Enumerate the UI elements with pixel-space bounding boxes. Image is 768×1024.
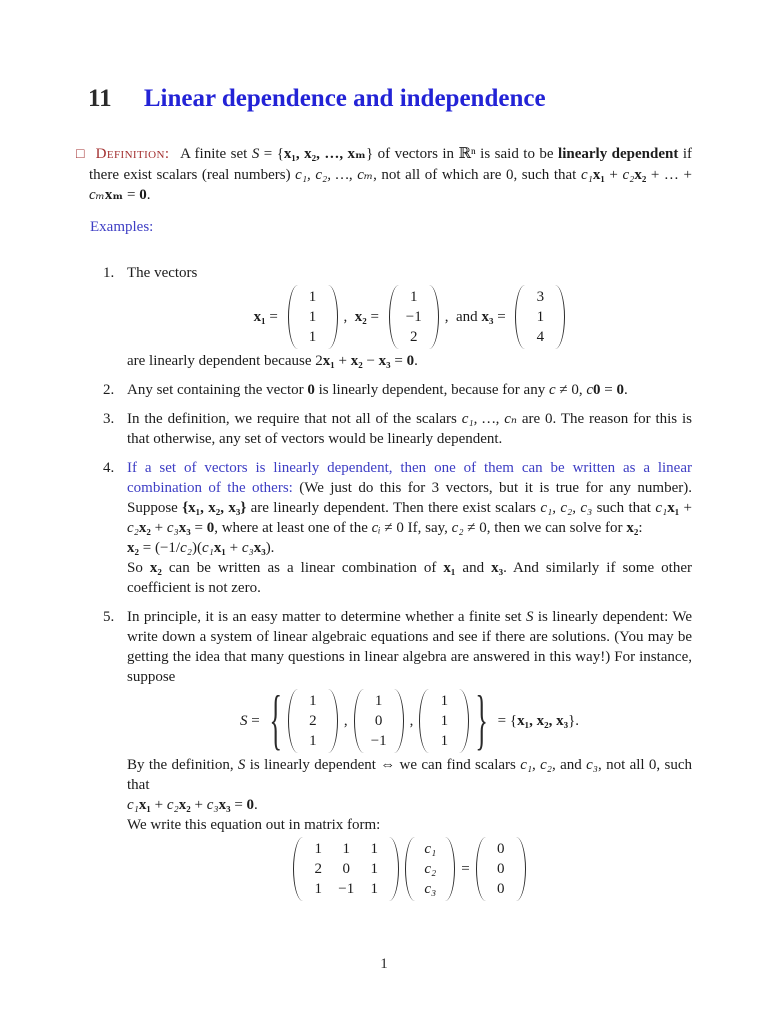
left-paren-icon xyxy=(476,837,486,901)
right-paren-icon xyxy=(459,689,469,753)
section-title-text: Linear dependence and independence xyxy=(143,85,546,112)
left-paren-icon xyxy=(288,689,298,753)
item-1-conclusion: are linearly dependent because 2x₁ + x₂ − x₃ = 0. xyxy=(127,353,418,369)
vector-2-label: , x₂ = xyxy=(343,309,383,325)
left-paren-icon xyxy=(419,689,429,753)
right-paren-icon xyxy=(328,285,338,349)
list-item-1-number: 1. xyxy=(103,265,115,281)
left-paren-icon xyxy=(293,837,303,901)
set-vector-2: 1 0 −1 xyxy=(354,689,404,753)
list-item-2 xyxy=(103,380,692,400)
definition-paragraph xyxy=(76,144,692,205)
left-brace-icon: { xyxy=(269,682,282,757)
set-vector-1: 1 2 1 xyxy=(288,689,338,753)
right-paren-icon xyxy=(555,285,565,349)
section-title xyxy=(88,84,692,114)
item-1-vectors-equation xyxy=(127,285,692,349)
item-4-after-text: So x₂ can be written as a linear combination of x₁ and x₃. And similarly if some other coefficient is not zero. xyxy=(127,560,692,596)
unknown-coefficients-vector: c₁ c₂ c₃ xyxy=(405,837,455,901)
right-paren-icon xyxy=(429,285,439,349)
list-item-4-number: 4. xyxy=(103,460,115,476)
page-number: 1 xyxy=(380,956,388,972)
left-paren-icon xyxy=(515,285,525,349)
set-definition-equation xyxy=(127,682,692,757)
item-5-display-equation: c₁x₁ + c₂x₂ + c₃x₃ = 0. xyxy=(127,797,258,813)
definition-text: A finite set S = {x₁, x₂, …, xₘ} of vectors in ℝⁿ is said to be linearly dependent if there exist scalars (real numbers) c₁, c₂, …, cₘ, not all of which are 0, such that c₁x₁ + c₂x₂ + … + cₘxₘ = 0. xyxy=(89,146,692,203)
list-item-3-number: 3. xyxy=(103,411,115,427)
item-4-text: If a set of vectors is linearly dependent, then one of them can be written as a linear combination of the others: (We just do this for 3 vectors, but it is true for any number). Suppose {x₁, x₂, x₃} are linearly dependent. Then there exist scalars c₁, c₂, c₃ such that c₁x₁ + c₂x₂ + c₃x₃ = 0, where at least one of the cᵢ ≠ 0 If, say, c₂ ≠ 0, then we can solve for x₂: xyxy=(127,460,693,536)
list-item-1 xyxy=(103,263,692,371)
item-2-text: Any set containing the vector 0 is linearly dependent, because for any c ≠ 0, c0 = 0. xyxy=(127,382,628,398)
matrix-form-equation xyxy=(127,837,692,901)
list-item-5 xyxy=(103,607,692,903)
item-4-display-equation: x₂ = (−1/c₂)(c₁x₁ + c₃x₃). xyxy=(127,540,275,556)
left-paren-icon xyxy=(389,285,399,349)
examples-heading: Examples: xyxy=(90,219,154,235)
vector-2: 1 −1 2 xyxy=(389,285,439,349)
zero-vector: 0 0 0 xyxy=(476,837,526,901)
set-lhs: S = xyxy=(239,713,264,729)
right-paren-icon xyxy=(394,689,404,753)
right-paren-icon xyxy=(328,689,338,753)
left-paren-icon xyxy=(288,285,298,349)
item-1-intro: The vectors xyxy=(127,265,198,281)
right-paren-icon xyxy=(445,837,455,901)
set-separator: , xyxy=(409,713,414,729)
right-brace-icon: } xyxy=(475,682,488,757)
left-paren-icon xyxy=(354,689,364,753)
section-number: 11 xyxy=(88,85,112,112)
right-paren-icon xyxy=(389,837,399,901)
list-item-3 xyxy=(103,409,692,449)
vector-1-label: x₁ = xyxy=(253,309,282,325)
set-rhs: = {x₁, x₂, x₃}. xyxy=(493,713,580,729)
vector-3: 3 1 4 xyxy=(515,285,565,349)
left-paren-icon xyxy=(405,837,415,901)
coefficient-matrix: 1 1 1 2 0 1 1 −1 1 xyxy=(293,837,399,901)
vector-3-label: , and x₃ = xyxy=(444,309,510,325)
item-5-text: In principle, it is an easy matter to determine whether a finite set S is linearly dependent: We write down a system of linear algebraic equations and see if there are solutions. (You may be getting the idea that many questions in linear algebra are answered in this way!) For instance, suppose xyxy=(127,609,692,685)
set-vector-3: 1 1 1 xyxy=(419,689,469,753)
list-item-2-number: 2. xyxy=(103,382,115,398)
item-3-text: In the definition, we require that not all of the scalars c₁, …, cₙ are 0. The reason for this is that otherwise, any set of vectors would be linearly dependent. xyxy=(127,411,692,447)
item-5-para3: We write this equation out in matrix form: xyxy=(127,817,381,833)
definition-square-icon: □ xyxy=(76,147,86,162)
list-item-5-number: 5. xyxy=(103,609,115,625)
item-5-para2: By the definition, S is linearly dependent ⇔ we can find scalars c₁, c₂, and c₃, not all 0, such that xyxy=(127,757,693,793)
examples-list xyxy=(0,263,768,903)
vector-1: 1 1 1 xyxy=(288,285,338,349)
definition-label: Definition: xyxy=(95,146,170,162)
right-paren-icon xyxy=(516,837,526,901)
equals-sign: = xyxy=(461,861,470,877)
list-item-4 xyxy=(103,458,692,598)
set-separator: , xyxy=(343,713,348,729)
